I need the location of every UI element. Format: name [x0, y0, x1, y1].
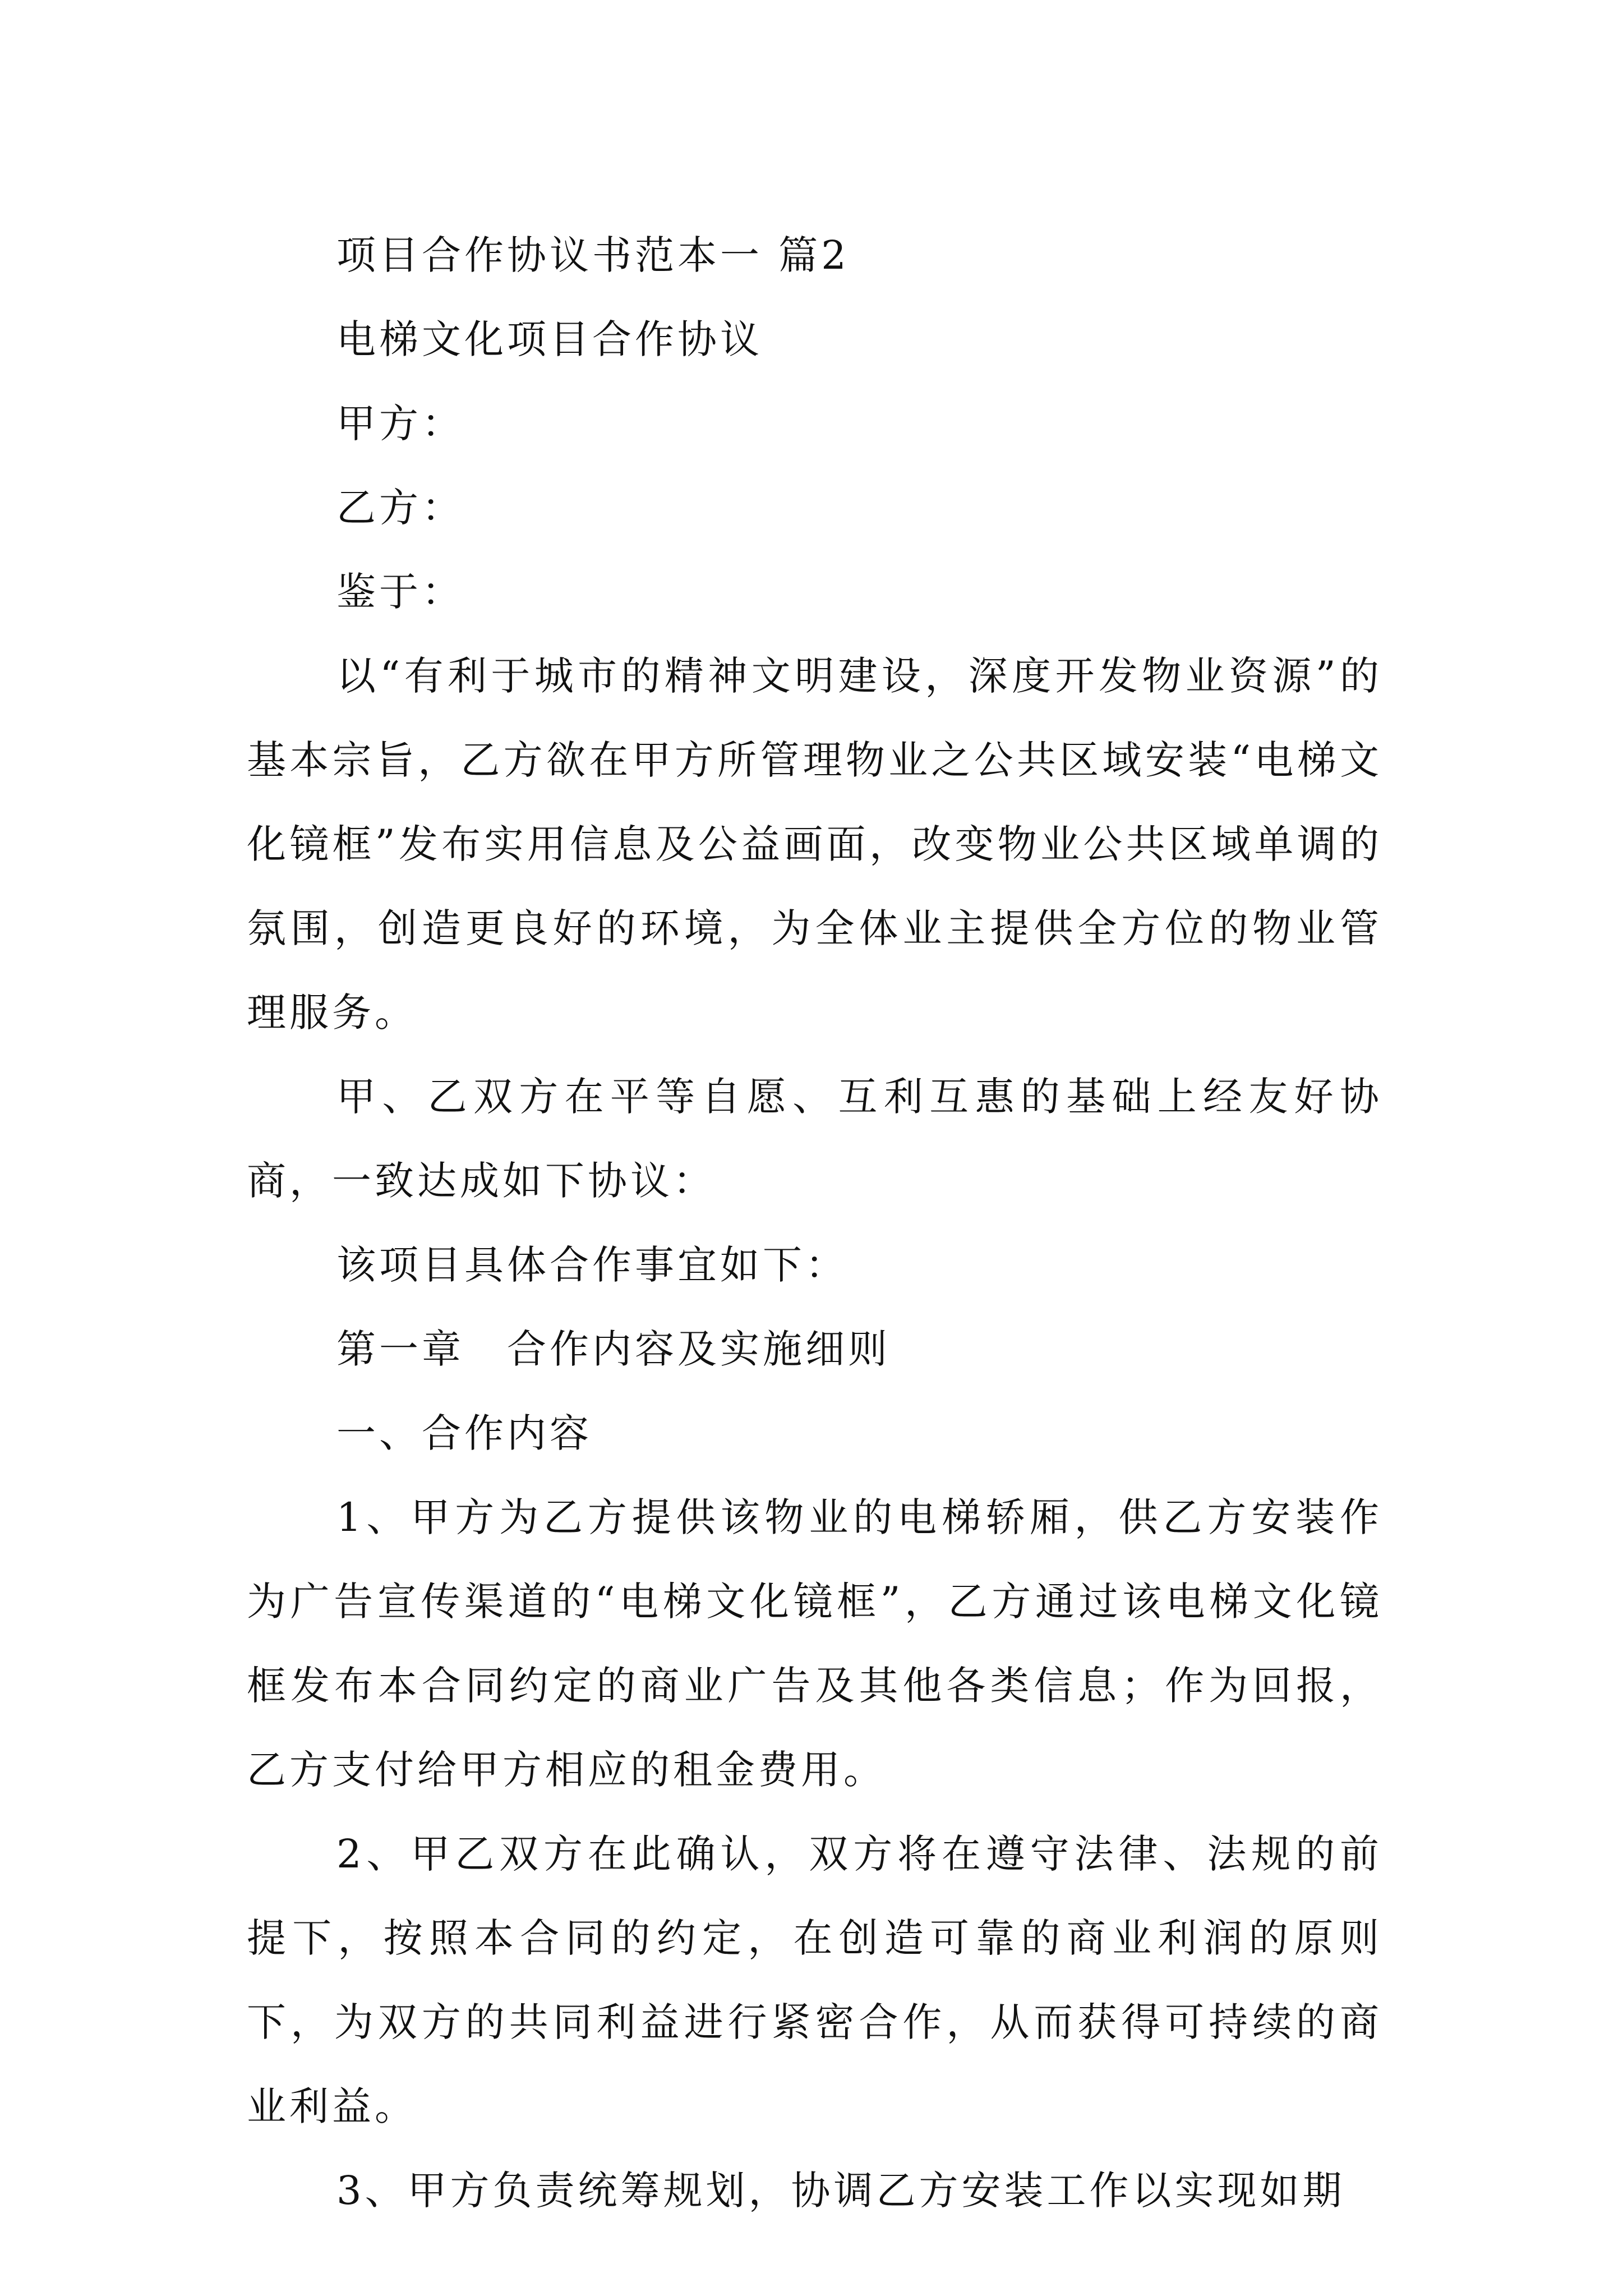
clause-1: 1、甲方为乙方提供该物业的电梯轿厢，供乙方安装作为广告宣传渠道的“电梯文化镜框”，乙方通过该电梯文化镜框发布本合同约定的商业广告及其他各类信息；作为回报，乙方支付给甲方相应的租金费用。	[247, 1494, 1382, 1793]
paragraph-purpose: 以“有利于城市的精神文明建设，深度开发物业资源”的基本宗旨，乙方欲在甲方所管理物业之公共区域安装“电梯文化镜框”发布实用信息及公益画面，改变物业公共区域单调的氛围，创造更良好的环境，为全体业主提供全方位的物业管理服务。	[247, 653, 1382, 1036]
document-body	[247, 213, 1382, 2233]
party-a-label: 甲方：	[336, 401, 464, 447]
chapter-heading: 第一章 合作内容及实施细则	[336, 1326, 891, 1372]
paragraph-matters: 该项目具体合作事宜如下：	[336, 1242, 848, 1288]
document-heading: 项目合作协议书范本一 篇2	[336, 232, 850, 278]
whereas-label: 鉴于：	[336, 569, 464, 615]
section-heading: 一、合作内容	[336, 1410, 592, 1456]
paragraph-agreement: 甲、乙双方在平等自愿、互利互惠的基础上经友好协商，一致达成如下协议：	[247, 1074, 1382, 1204]
clause-2: 2、甲乙双方在此确认，双方将在遵守法律、法规的前提下，按照本合同的约定，在创造可靠的商业利润的原则下，为双方的共同利益进行紧密合作，从而获得可持续的商业利益。	[247, 1831, 1382, 2129]
party-b-label: 乙方：	[336, 485, 464, 531]
clause-3: 3、甲方负责统筹规划，协调乙方安装工作以实现如期	[336, 2168, 1345, 2214]
agreement-title: 电梯文化项目合作协议	[336, 316, 763, 362]
